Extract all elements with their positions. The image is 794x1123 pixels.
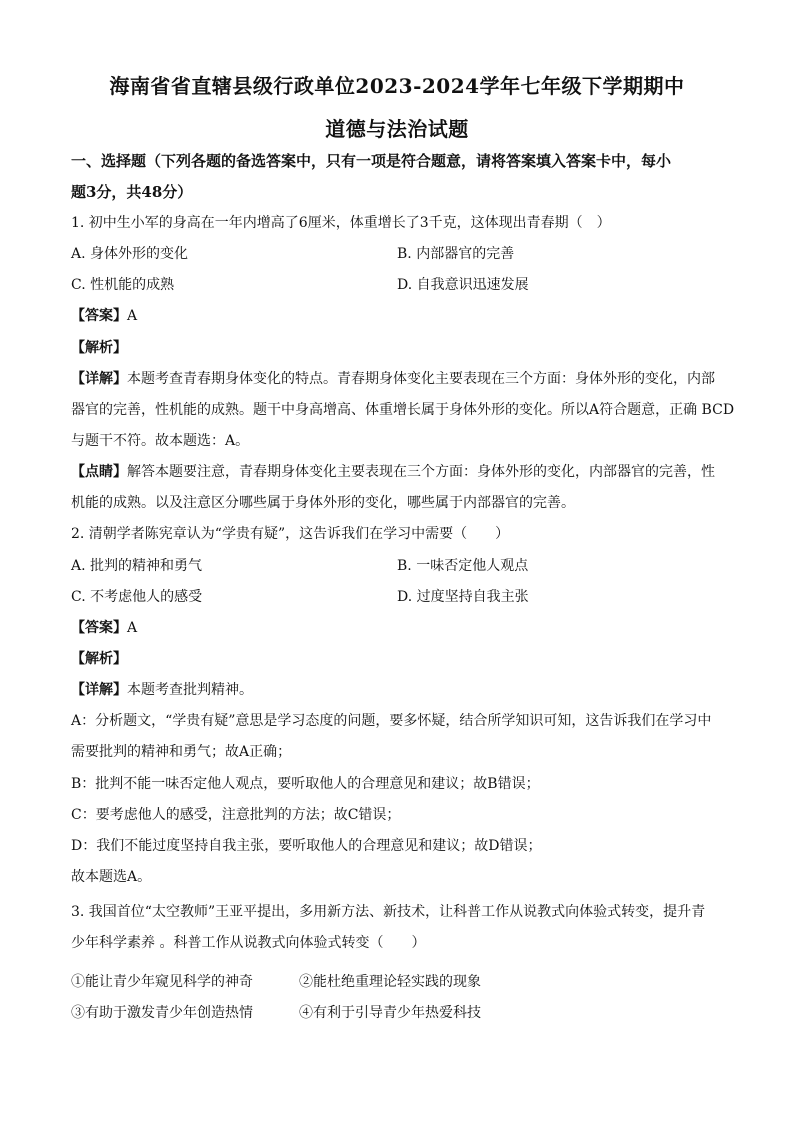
doc-title-line1: 海南省省直辖县级行政单位2023-2024学年七年级下学期期中 [109,74,685,98]
q1-stem: 1. 初中生小军的身高在一年内增高了6厘米，体重增长了3千克，这体现出青春期（ ） [71,215,611,231]
q1-detail-line2: 器官的完善，性机能的成熟。题干中身高增高、体重增长属于身体外形的变化。所以A符合题意，正确 BCD [71,402,735,418]
q2-option-d: D. 过度坚持自我主张 [397,589,529,605]
q3-stem-line1: 3. 我国首位“太空教师”王亚平提出，多用新方法、新技术，让科普工作从说教式向体验式转变，提升青 [71,904,706,920]
q1-detail-text1: 本题考查青春期身体变化的特点。青春期身体变化主要表现在三个方面：身体外形的变化，内部 [127,371,715,387]
q2-stem: 2. 清朝学者陈宪章认为“学贵有疑”，这告诉我们在学习中需要（ ） [71,526,510,542]
q1-point-line1 [71,463,726,481]
q2-analysis-tag: 【解析】 [71,651,127,667]
q1-option-a: A. 身体外形的变化 [71,246,189,262]
q2-option-a: A. 批判的精神和勇气 [71,558,203,574]
q2-explain-d: D：我们不能过度坚持自我主张，要听取他人的合理意见和建议；故D错误； [71,838,542,854]
section-heading-line2: 题3分，共48分） [71,183,193,201]
q3-statement-3: ③有助于激发青少年创造热情 [71,1005,253,1021]
q1-point-line2: 机能的成熟。以及注意区分哪些属于身体外形的变化，哪些属于内部器官的完善。 [71,495,575,511]
q3-statement-1: ①能让青少年窥见科学的神奇 [71,974,253,990]
q2-explain-a-line2: 需要批判的精神和勇气；故A正确； [71,744,292,760]
q2-answer-tag: 【答案】 [71,620,127,636]
q1-option-d: D. 自我意识迅速发展 [397,277,529,293]
q3-statement-4: ④有利于引导青少年热爱科技 [299,1005,481,1021]
q1-analysis-tag: 【解析】 [71,340,127,356]
q2-explain-c: C：要考虑他人的感受，注意批判的方法；故C错误； [71,807,401,823]
q2-detail-line [71,681,726,699]
q1-answer-value: A [127,308,138,324]
q1-answer [71,307,726,325]
doc-title-line2: 道德与法治试题 [325,117,469,141]
q1-detail-tag: 【详解】 [71,371,127,387]
section-heading-line1: 一、选择题（下列各题的备选答案中，只有一项是符合题意，请将答案填入答案卡中，每小 [71,152,672,170]
q2-detail-text: 本题考查批判精神。 [127,682,253,698]
q3-stem-line2: 少年科学素养 。科普工作从说教式向体验式转变（ ） [71,935,426,951]
q1-detail-line1 [71,370,726,388]
q2-explain-a-line1: A：分析题文，“学贵有疑”意思是学习态度的问题，要多怀疑，结合所学知识可知，这告诉我们在学习中 [71,713,712,729]
q3-statement-2: ②能杜绝重理论轻实践的现象 [299,974,481,990]
q1-option-c: C. 性机能的成熟 [71,277,175,293]
q2-option-c: C. 不考虑他人的感受 [71,589,203,605]
q1-detail-line3: 与题干不符。故本题选：A。 [71,433,250,449]
q1-point-text1: 解答本题要注意，青春期身体变化主要表现在三个方面：身体外形的变化，内部器官的完善，性 [127,464,715,480]
q2-conclusion: 故本题选A。 [71,869,152,885]
q2-option-b: B. 一味否定他人观点 [397,558,529,574]
q2-detail-tag: 【详解】 [71,682,127,698]
q1-answer-tag: 【答案】 [71,308,127,324]
q2-answer [71,619,726,637]
q1-point-tag: 【点睛】 [71,464,127,480]
q2-answer-value: A [127,620,138,636]
q1-option-b: B. 内部器官的完善 [397,246,515,262]
q2-explain-b: B：批判不能一味否定他人观点，要听取他人的合理意见和建议；故B错误； [71,776,540,792]
